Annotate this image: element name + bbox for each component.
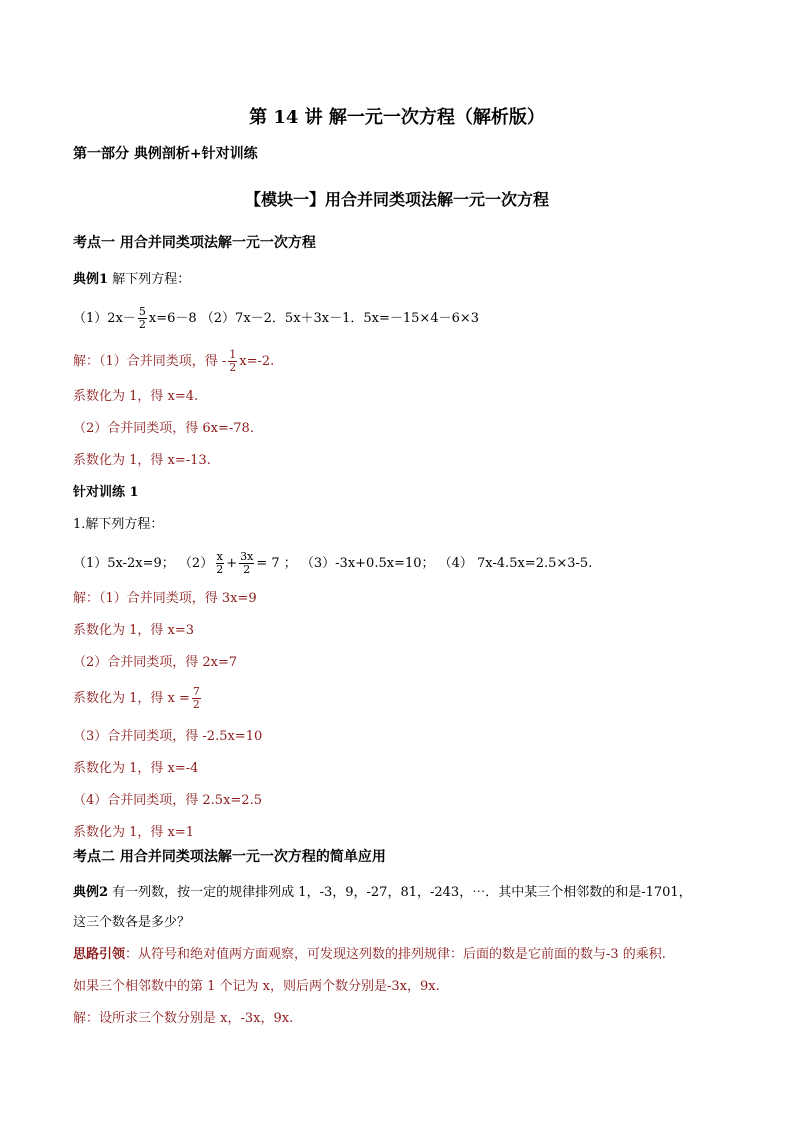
module-heading: 【模块一】用合并同类项法解一元一次方程	[244, 190, 549, 209]
fraction-numerator: x	[216, 550, 223, 563]
fraction	[228, 349, 237, 374]
fraction	[192, 686, 201, 711]
drill1-solution-4	[73, 686, 203, 711]
drill1-prompt: 1.解下列方程：	[73, 517, 164, 532]
eq-text: +	[226, 556, 238, 571]
solution-text: 系数化为 1，得 x =	[73, 691, 190, 706]
drill1-solution-3: （2）合并同类项，得 2x=7	[73, 655, 238, 670]
hint-line2: 如果三个相邻数中的第 1 个记为 x，则后两个数分别是-3x，9x.	[73, 979, 440, 994]
section-heading-1: 考点一 用合并同类项法解一元一次方程	[73, 235, 316, 251]
fraction-numerator: 3x	[240, 550, 254, 563]
fraction-numerator: 7	[192, 685, 200, 698]
drill1-equations	[73, 551, 592, 576]
drill1-solution-5: （3）合并同类项，得 -2.5x=10	[73, 729, 263, 744]
example1-solution-line2: 系数化为 1，得 x=4.	[73, 389, 199, 404]
fraction-numerator: 1	[229, 348, 237, 361]
drill1-solution-8: 系数化为 1，得 x=1	[73, 825, 195, 840]
fraction-denominator: 2	[192, 698, 200, 711]
drill1-solution-2: 系数化为 1，得 x=3	[73, 623, 195, 638]
example2-text: 有一列数，按一定的规律排列成 1，-3，9，-27，81，-243，⋯．其中某三个相邻数的和是-1701，	[108, 885, 692, 900]
example1-label: 典例1	[73, 272, 109, 287]
solution-text: 解：（1）合并同类项，得 -	[73, 354, 227, 369]
example2-label: 典例2	[73, 885, 109, 900]
page-title: 第 14 讲 解一元一次方程（解析版）	[249, 107, 545, 128]
example2-line2: 这三个数各是多少？	[73, 915, 191, 930]
example1-solution-line3: （2）合并同类项，得 6x=-78.	[73, 421, 254, 436]
example1-solution-line4: 系数化为 1，得 x=-13.	[73, 453, 211, 468]
example1-prompt	[73, 271, 190, 289]
fraction-denominator: 2	[243, 563, 251, 576]
hint-text: ：从符号和绝对值两方面观察，可发现这列数的排列规律：后面的数是它前面的数与-3 的乘积.	[125, 947, 666, 962]
example2-solution: 解：设所求三个数分别是 x，-3x，9x.	[73, 1011, 294, 1026]
eq-text: = 7 ； （3）-3x+0.5x=10； （4） 7x-4.5x=2.5×3-5.	[256, 556, 593, 571]
section-heading-2: 考点二 用合并同类项法解一元一次方程的简单应用	[73, 849, 386, 865]
fraction	[239, 551, 254, 576]
eq-part-a: （1）2x－	[73, 311, 136, 326]
example1-equations	[73, 306, 479, 331]
fraction-denominator: 2	[138, 318, 146, 331]
drill1-solution-6: 系数化为 1，得 x=-4	[73, 761, 199, 776]
eq-part-b: x=6－8 （2）7x－2．5x＋3x－1．5x=－15×4－6×3	[148, 311, 480, 326]
hint-label: 思路引领	[73, 947, 126, 962]
part-heading: 第一部分 典例剖析+针对训练	[73, 146, 258, 162]
fraction-denominator: 2	[229, 361, 237, 374]
drill1-solution-7: （4）合并同类项，得 2.5x=2.5	[73, 793, 262, 808]
eq-text: （1）5x-2x=9； （2）	[73, 556, 214, 571]
example1-solution-line1	[73, 349, 274, 374]
fraction	[215, 551, 224, 576]
example2-line1	[73, 884, 692, 902]
drill1-solution-1: 解：（1）合并同类项，得 3x=9	[73, 591, 257, 606]
solution-text: x=-2.	[239, 354, 275, 369]
example1-prompt-text: 解下列方程：	[112, 272, 191, 287]
hint-line1	[73, 946, 666, 964]
drill1-label: 针对训练 1	[73, 485, 139, 500]
fraction-numerator: 5	[138, 305, 146, 318]
fraction	[138, 306, 147, 331]
fraction-denominator: 2	[216, 563, 224, 576]
